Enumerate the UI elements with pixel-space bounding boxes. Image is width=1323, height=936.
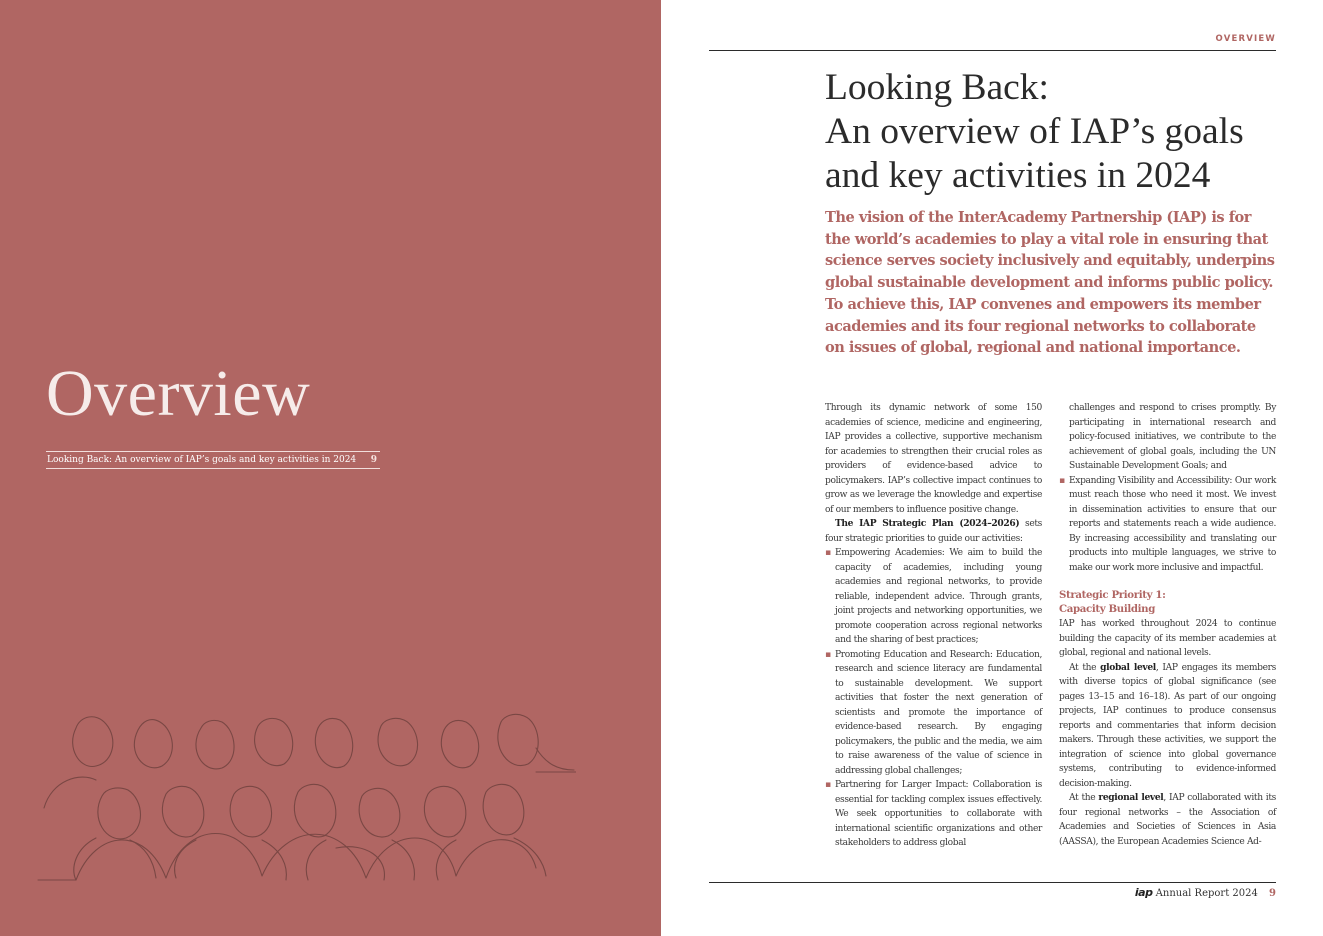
subsection-heading-line: Strategic Priority 1: xyxy=(1059,589,1166,601)
priority-list xyxy=(1059,474,1276,576)
list-item-text: Empowering Academies: We aim to build the capacity of academies, including young academies and regional networks, to provide reliable, independent advice. Through grants, joint projects and networking opportunities, we promote cooperation across regional networks and the sharing of best practices; xyxy=(835,548,1042,645)
headline-line: Looking Back: xyxy=(825,67,1049,108)
right-content-page xyxy=(661,0,1323,936)
top-rule xyxy=(709,50,1276,51)
strategic-plan-reference: The IAP Strategic Plan (2024–2026) xyxy=(835,518,1020,529)
body-paragraph xyxy=(1059,791,1276,849)
lead-paragraph: The vision of the InterAcademy Partnership (IAP) is for the world’s academies to play a vital role in ensuring that science serves society inclusively and equitably, underpins global sustainable development and informs public policy. To achieve this, IAP convenes and empowers its member academies and its four regional networks to collaborate on issues of global, regional and national importance. xyxy=(825,209,1275,357)
page-number: 9 xyxy=(1269,888,1276,899)
page-headline xyxy=(825,66,1285,198)
subsection-heading-line: Capacity Building xyxy=(1059,603,1156,615)
list-item xyxy=(1059,474,1276,576)
body-text: , IAP engages its members with diverse topics of global significance (see pages 13–15 and 16–18). As part of our ongoing projects, IAP continues to produce consensus reports and commentaries that inform decision makers. Through these activities, we support the integration of science into global governance systems, contributing to evidence-informed decision-making. xyxy=(1059,662,1276,789)
body-text: , IAP collaborated with its four regional networks – the Association of Academies and Societies of Sciences in Asia (AASSA), the European Academies Science Ad- xyxy=(1059,793,1276,847)
emphasis-text: regional level xyxy=(1098,792,1164,803)
priority-list xyxy=(825,546,1042,851)
list-item xyxy=(825,648,1042,779)
bullet-icon: ▪ xyxy=(825,649,831,660)
list-item-continued: challenges and respond to crises promptly. By participating in international research and policy-focused initiatives, we contribute to the achievement of global goals, including the UN Sustainable Development Goals; and xyxy=(1069,403,1276,471)
footer-text: Annual Report 2024 xyxy=(1155,888,1258,899)
list-item-text: Promoting Education and Research: Education, research and science literacy are fundamental to sustainable development. We support activities that foster the next generation of scientists and promote the importance of evidence-based research. By engaging policymakers, the public and the media, we aim to raise awareness of the value of science in addressing global challenges; xyxy=(835,649,1042,776)
bullet-icon: ▪ xyxy=(825,548,831,558)
bullet-icon: ▪ xyxy=(825,780,831,790)
toc-entry-text: Looking Back: An overview of IAP’s goals and key activities in 2024 xyxy=(47,455,357,465)
section-title: Overview xyxy=(46,357,311,430)
body-paragraph: IAP has worked throughout 2024 to continue building the capacity of its member academies at global, regional and national levels. xyxy=(1059,619,1276,658)
section-label: OVERVIEW xyxy=(1215,34,1276,44)
crowd-line-illustration xyxy=(36,708,576,888)
page-footer xyxy=(1135,886,1276,899)
body-column-2 xyxy=(1059,401,1276,849)
list-item-text: Partnering for Larger Impact: Collaboration is essential for tackling complex issues effectively. We seek opportunities to collaborate with international scientific organizations and other stakeholders to address global xyxy=(835,780,1042,848)
subsection-heading xyxy=(1059,588,1276,616)
iap-logo: iap xyxy=(1134,886,1153,899)
body-text: sets four strategic priorities to guide our activities: xyxy=(825,519,1043,544)
emphasis-text: global level xyxy=(1100,661,1156,673)
bullet-icon: ▪ xyxy=(1059,475,1065,486)
bottom-rule xyxy=(709,882,1276,883)
toc-entry[interactable] xyxy=(46,451,380,469)
body-text: At the xyxy=(1069,793,1099,803)
list-item xyxy=(825,546,1042,648)
body-column-1 xyxy=(825,401,1042,851)
toc-entry-page: 9 xyxy=(370,455,377,465)
left-cover-panel xyxy=(0,0,661,936)
body-text: At the xyxy=(1069,662,1101,673)
headline-line: An overview of IAP’s goals xyxy=(825,111,1244,152)
body-paragraph xyxy=(1059,661,1276,792)
list-item-text: Expanding Visibility and Accessibility: Our work must reach those who need it most. We invest in dissemination activities to ensure that our reports and statements reach a wide audience. By increasing accessibility and translating our products into multiple languages, we strive to make our work more inclusive and impactful. xyxy=(1069,475,1276,573)
headline-line: and key activities in 2024 xyxy=(825,155,1211,196)
list-item xyxy=(825,778,1042,851)
body-paragraph xyxy=(825,517,1042,546)
body-paragraph: Through its dynamic network of some 150 academies of science, medicine and engineering, IAP provides a collective, supportive mechanism for academies to strengthen their crucial roles as providers of evidence-based advice to policymakers. IAP’s collective impact continues to grow as we leverage the knowledge and expertise of our members to influence positive change. xyxy=(825,403,1042,515)
